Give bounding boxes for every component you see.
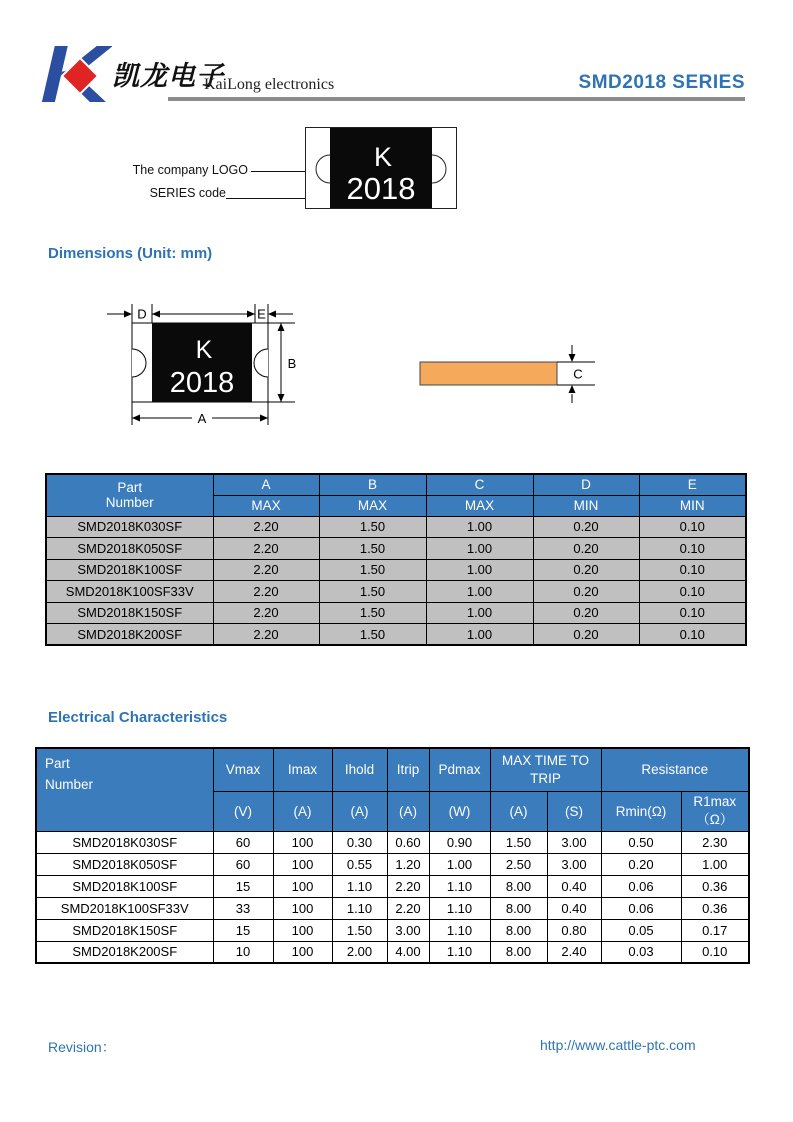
unit-header: (W) bbox=[429, 791, 490, 831]
unit-header: (S) bbox=[547, 791, 601, 831]
dim-label-d: D bbox=[137, 306, 147, 322]
table-row: SMD2018K100SF33V 2.20 1.50 1.00 0.20 0.10 bbox=[46, 581, 746, 603]
col-header-e: E bbox=[639, 474, 746, 495]
brand-name-english: KaiLong electronics bbox=[204, 76, 335, 93]
dimension-drawing-top-view bbox=[105, 292, 300, 432]
col-header-max-time-to-trip: MAX TIME TO TRIP bbox=[490, 748, 601, 791]
dimensions-heading: Dimensions (Unit: mm) bbox=[48, 245, 213, 262]
limit-header: MIN bbox=[533, 495, 639, 516]
table-row: SMD2018K150SF 2.20 1.50 1.00 0.20 0.10 bbox=[46, 602, 746, 624]
component-image bbox=[305, 127, 457, 209]
limit-header: MIN bbox=[639, 495, 746, 516]
col-header-resistance: Resistance bbox=[601, 748, 749, 791]
table-row: SMD2018K030SF 2.20 1.50 1.00 0.20 0.10 bbox=[46, 516, 746, 538]
marking-logo-letter: K bbox=[373, 142, 393, 172]
col-header-itrip: Itrip bbox=[387, 748, 429, 791]
table-row: SMD2018K050SF 2.20 1.50 1.00 0.20 0.10 bbox=[46, 538, 746, 560]
table-row: SMD2018K200SF 10 100 2.00 4.00 1.10 8.00 2.40 0.03 0.10 bbox=[36, 941, 749, 963]
marking-series-code: 2018 bbox=[169, 367, 235, 399]
col-header-part: Part Number bbox=[46, 474, 213, 516]
dim-label-a: A bbox=[197, 411, 207, 426]
electrical-table bbox=[35, 747, 750, 964]
dimensions-table bbox=[45, 473, 747, 646]
table-row: SMD2018K150SF 15 100 1.50 3.00 1.10 8.00 0.80 0.05 0.17 bbox=[36, 919, 749, 941]
table-row: SMD2018K200SF 2.20 1.50 1.00 0.20 0.10 bbox=[46, 624, 746, 646]
col-header-pdmax: Pdmax bbox=[429, 748, 490, 791]
unit-header-r1max: R1max （Ω） bbox=[681, 791, 749, 831]
marking-series-code: 2018 bbox=[346, 171, 416, 206]
limit-header: MAX bbox=[213, 495, 319, 516]
unit-header: (A) bbox=[387, 791, 429, 831]
table-row: SMD2018K030SF 60 100 0.30 0.60 0.90 1.50 3.00 0.50 2.30 bbox=[36, 831, 749, 853]
dim-label-b: B bbox=[287, 356, 297, 371]
table-row: SMD2018K100SF 15 100 1.10 2.20 1.10 8.00 0.40 0.06 0.36 bbox=[36, 875, 749, 897]
col-header-b: B bbox=[319, 474, 426, 495]
revision-label: Revision： bbox=[48, 1039, 116, 1055]
dimension-drawing-side-view bbox=[415, 345, 600, 403]
marking-logo-letter: K bbox=[195, 336, 213, 364]
col-header-vmax: Vmax bbox=[213, 748, 273, 791]
limit-header: MAX bbox=[319, 495, 426, 516]
table-row: SMD2018K050SF 60 100 0.55 1.20 1.00 2.50 3.00 0.20 1.00 bbox=[36, 853, 749, 875]
dim-label-c: C bbox=[573, 366, 583, 382]
dim-label-e: E bbox=[257, 306, 266, 322]
col-header-imax: Imax bbox=[273, 748, 332, 791]
col-header-ihold: Ihold bbox=[332, 748, 387, 791]
col-header-a: A bbox=[213, 474, 319, 495]
col-header-c: C bbox=[426, 474, 533, 495]
limit-header: MAX bbox=[426, 495, 533, 516]
callout-company-logo: The company LOGO bbox=[132, 163, 248, 177]
unit-header: (A) bbox=[273, 791, 332, 831]
table-row: SMD2018K100SF 2.20 1.50 1.00 0.20 0.10 bbox=[46, 559, 746, 581]
unit-header: (A) bbox=[332, 791, 387, 831]
table-row: SMD2018K100SF33V 33 100 1.10 2.20 1.10 8.00 0.40 0.06 0.36 bbox=[36, 897, 749, 919]
series-title: SMD2018 SERIES bbox=[578, 72, 745, 93]
kailong-logo-icon bbox=[40, 44, 112, 104]
unit-header: (A) bbox=[490, 791, 547, 831]
electrical-heading: Electrical Characteristics bbox=[48, 709, 228, 726]
col-header-part: Part Number bbox=[36, 748, 213, 831]
callout-series-code: SERIES code bbox=[149, 186, 226, 200]
brand-name-chinese: 凯龙电子 bbox=[112, 61, 224, 92]
website-link[interactable]: http://www.cattle-ptc.com bbox=[540, 1037, 696, 1053]
header-divider bbox=[168, 97, 745, 101]
unit-header: (V) bbox=[213, 791, 273, 831]
col-header-d: D bbox=[533, 474, 639, 495]
unit-header-rmin: Rmin(Ω) bbox=[601, 791, 681, 831]
